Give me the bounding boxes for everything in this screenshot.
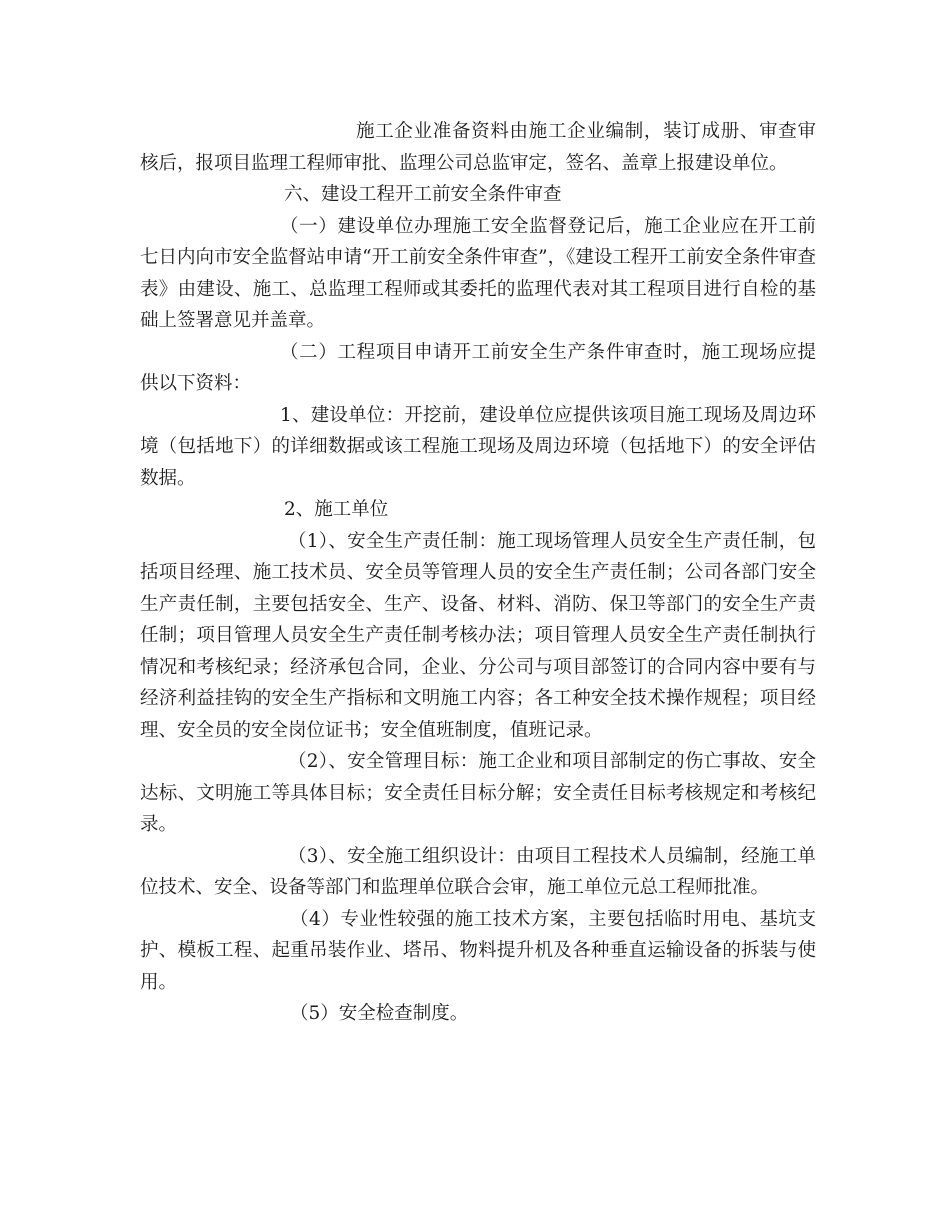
section-heading-six: 六、建设工程开工前安全条件审查 — [284, 184, 562, 205]
heading-builder-unit: 2、施工单位 — [284, 499, 389, 520]
paragraph-safety-inspection: （5）安全检查制度。 — [290, 1003, 469, 1024]
paragraph-safety-design: （3）、安全施工组织设计：由项目工程技术人员编制，经施工单位技术、安全、设备等部门和监理单位联合会审，施工单位元总工程师批准。 — [140, 845, 816, 898]
paragraph-safety-responsibility: （1）、安全生产责任制：施工现场管理人员安全生产责任制，包括项目经理、施工技术员、安全员等管理人员的安全生产责任制；公司各部门安全生产责任制，主要包括安全、生产、设备、材料、消防、保卫等部门的安全生产责任制；项目管理人员安全生产责任制考核办法；项目管理人员安全生产责任制执行情况和考核纪录；经济承包合同，企业、分公司与项目部签订的合同内容中要有与经济利益挂钩的安全生产指标和文明施工内容；各工种安全技术操作规程；项目经理、安全员的安全岗位证书；安全值班制度，值班记录。 — [140, 530, 816, 741]
paragraph-construction-unit: 1、建设单位：开挖前，建设单位应提供该项目施工现场及周边环境（包括地下）的详细数据或该工程施工现场及周边环境（包括地下）的安全评估数据。 — [140, 404, 816, 489]
paragraph-safety-goals: （2）、安全管理目标：施工企业和项目部制定的伤亡事故、安全达标、文明施工等具体目标；安全责任目标分解；安全责任目标考核规定和考核纪录。 — [140, 751, 816, 835]
paragraph-item-one: （一）建设单位办理施工安全监督登记后，施工企业应在开工前七日内向市安全监督站申请“开工前安全条件审查”，《建设工程开工前安全条件审查表》由建设、施工、总监理工程师或其委托的监理代表对其工程项目进行自检的基础上签署意见并盖章。 — [140, 215, 816, 331]
document-body — [140, 116, 816, 1030]
paragraph-materials-preparation: 施工企业准备资料由施工企业编制，装订成册、审查审核后，报项目监理工程师审批、监理公司总监审定，签名、盖章上报建设单位。 — [140, 121, 816, 174]
paragraph-technical-plan: （4）专业性较强的施工技术方案，主要包括临时用电、基坑支护、模板工程、起重吊装作业、塔吊、物料提升机及各种垂直运输设备的拆装与使用。 — [140, 908, 816, 993]
paragraph-item-two: （二）工程项目申请开工前安全生产条件审查时，施工现场应提供以下资料： — [140, 341, 816, 394]
